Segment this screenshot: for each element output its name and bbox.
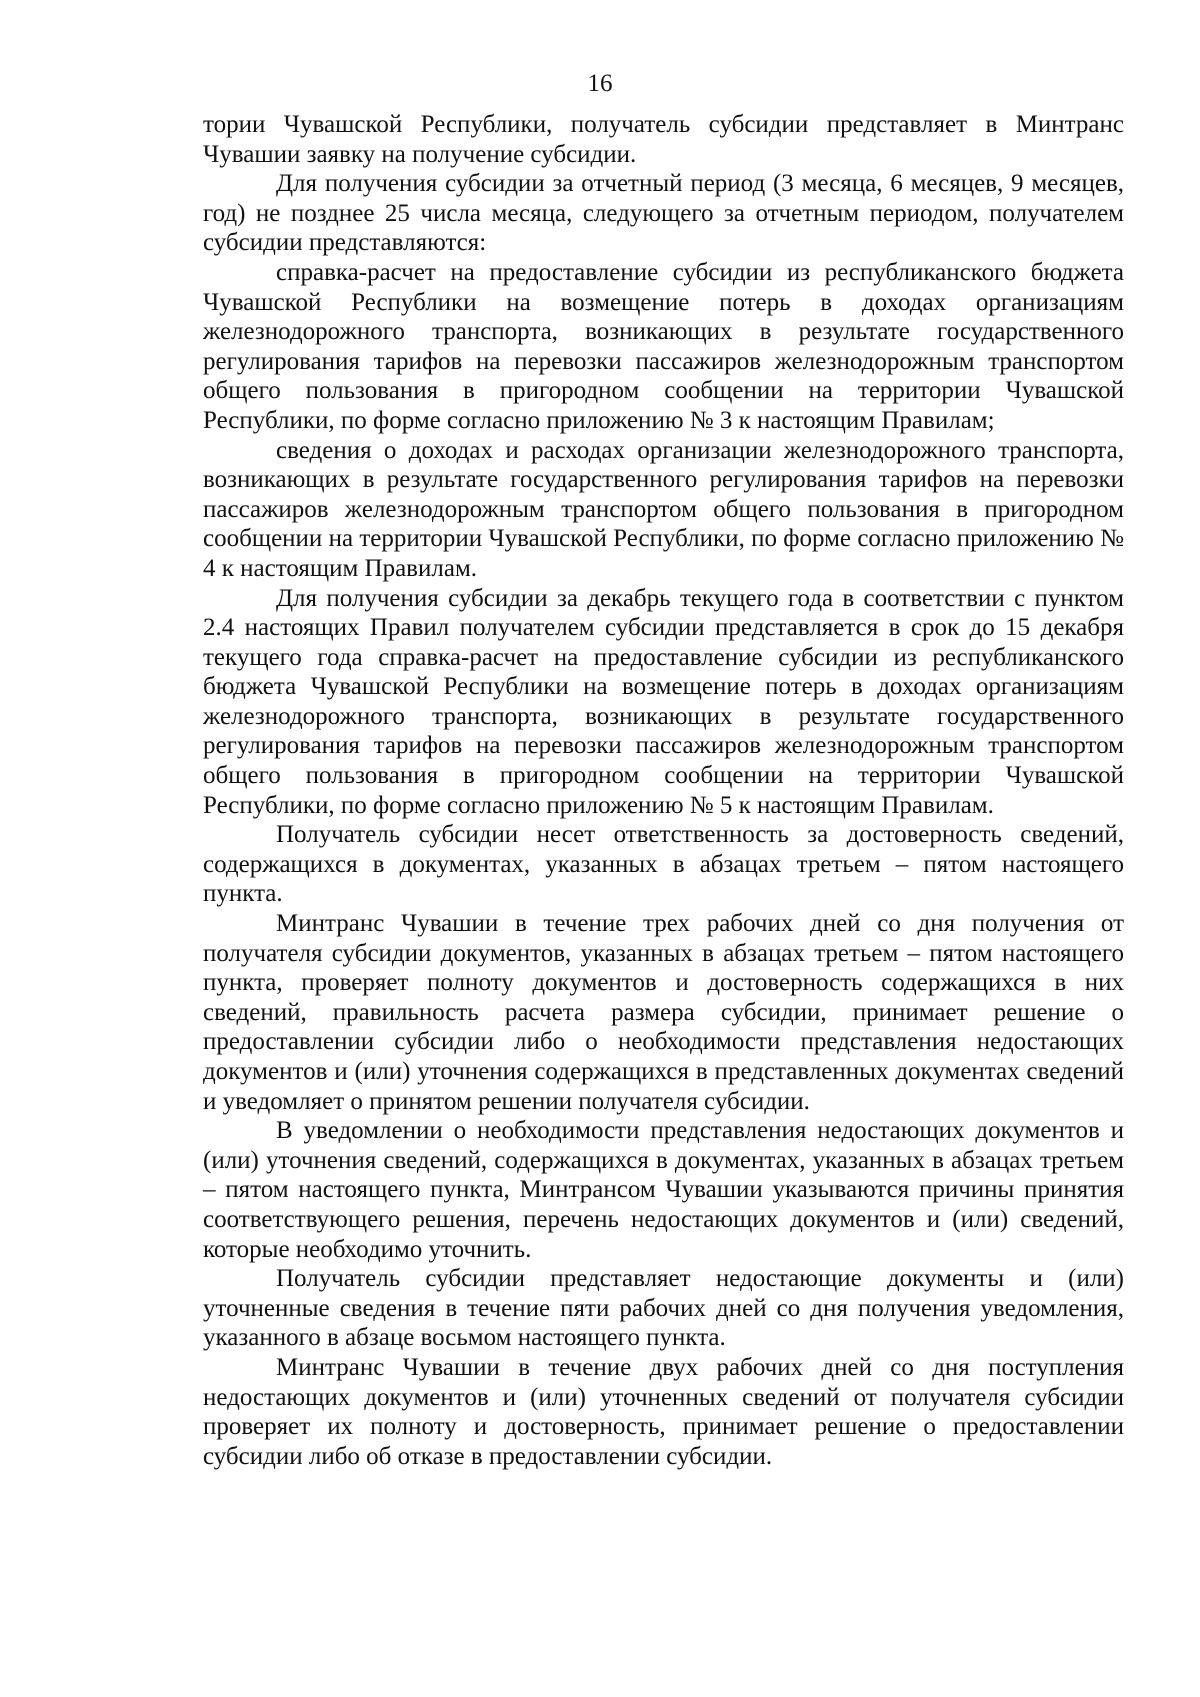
paragraph-final-decision: Минтранс Чувашии в течение двух рабочих дней со дня поступления недостающих документов и (или) уточненных сведений от получателя субсидии проверяет их полноту и достоверность, принимает решение о предоставлении субсидии либо об отказе в предоставлении субсидии.	[203, 1353, 1124, 1470]
paragraph-calculation-certificate: справка-расчет на предоставление субсидии из республиканского бюджета Чувашской Республики на возмещение потерь в доходах организациям железнодорожного транспорта, возникающих в результате государственного регулирования тарифов на перевозки пассажиров железнодорожным транспортом общего пользования в пригородном сообщении на территории Чувашской Республики, по форме согласно приложению № 3 к настоящим Правилам;	[203, 258, 1124, 434]
paragraph-income-expense-info: сведения о доходах и расходах организации железнодорожного транспорта, возникающих в результате государственного регулирования тарифов на перевозки пассажиров железнодорожным транспортом общего пользования в пригородном сообщении на территории Чувашской Республики, по форме согласно приложению № 4 к настоящим Правилам.	[203, 436, 1124, 582]
paragraph-reporting-period: Для получения субсидии за отчетный период (3 месяца, 6 месяцев, 9 месяцев, год) не позднее 25 числа месяца, следующего за отчетным периодом, получателем субсидии представляются:	[203, 170, 1124, 257]
paragraph-continuation: тории Чувашской Республики, получатель субсидии представляет в Минтранс Чувашии заявку на получение субсидии.	[203, 111, 1124, 168]
paragraph-december-subsidy: Для получения субсидии за декабрь текущего года в соответствии с пунктом 2.4 настоящих Правил получателем субсидии представляется в срок до 15 декабря текущего года справка-расчет на предоставление субсидии из республиканского бюджета Чувашской Республики на возмещение потерь в доходах организациям железнодорожного транспорта, возникающих в результате государственного регулирования тарифов на перевозки пассажиров железнодорожным транспортом общего пользования в пригородном сообщении на территории Чувашской Республики, по форме согласно приложению № 5 к настоящим Правилам.	[203, 584, 1124, 819]
paragraph-ministry-review: Минтранс Чувашии в течение трех рабочих дней со дня получения от получателя субсидии документов, указанных в абзацах третьем – пятом настоящего пункта, проверяет полноту документов и достоверность содержащихся в них сведений, правильность расчета размера субсидии, принимает решение о предоставлении субсидии либо о необходимости представления недостающих документов и (или) уточнения содержащихся в представленных документах сведений и уведомляет о принятом решении получателя субсидии.	[203, 910, 1124, 1115]
paragraph-notification: В уведомлении о необходимости представления недостающих документов и (или) уточнения сведений, содержащихся в документах, указанных в абзацах третьем – пятом настоящего пункта, Минтрансом Чувашии указываются причины принятия соответствующего решения, перечень недостающих документов и (или) сведений, которые необходимо уточнить.	[203, 1117, 1124, 1263]
paragraph-responsibility: Получатель субсидии несет ответственность за достоверность сведений, содержащихся в документах, указанных в абзацах третьем – пятом настоящего пункта.	[203, 821, 1124, 908]
paragraph-missing-documents: Получатель субсидии представляет недостающие документы и (или) уточненные сведения в течение пяти рабочих дней со дня получения уведомления, указанного в абзаце восьмом настоящего пункта.	[203, 1265, 1124, 1352]
page-number: 16	[587, 70, 613, 97]
document-body	[203, 110, 1124, 1471]
